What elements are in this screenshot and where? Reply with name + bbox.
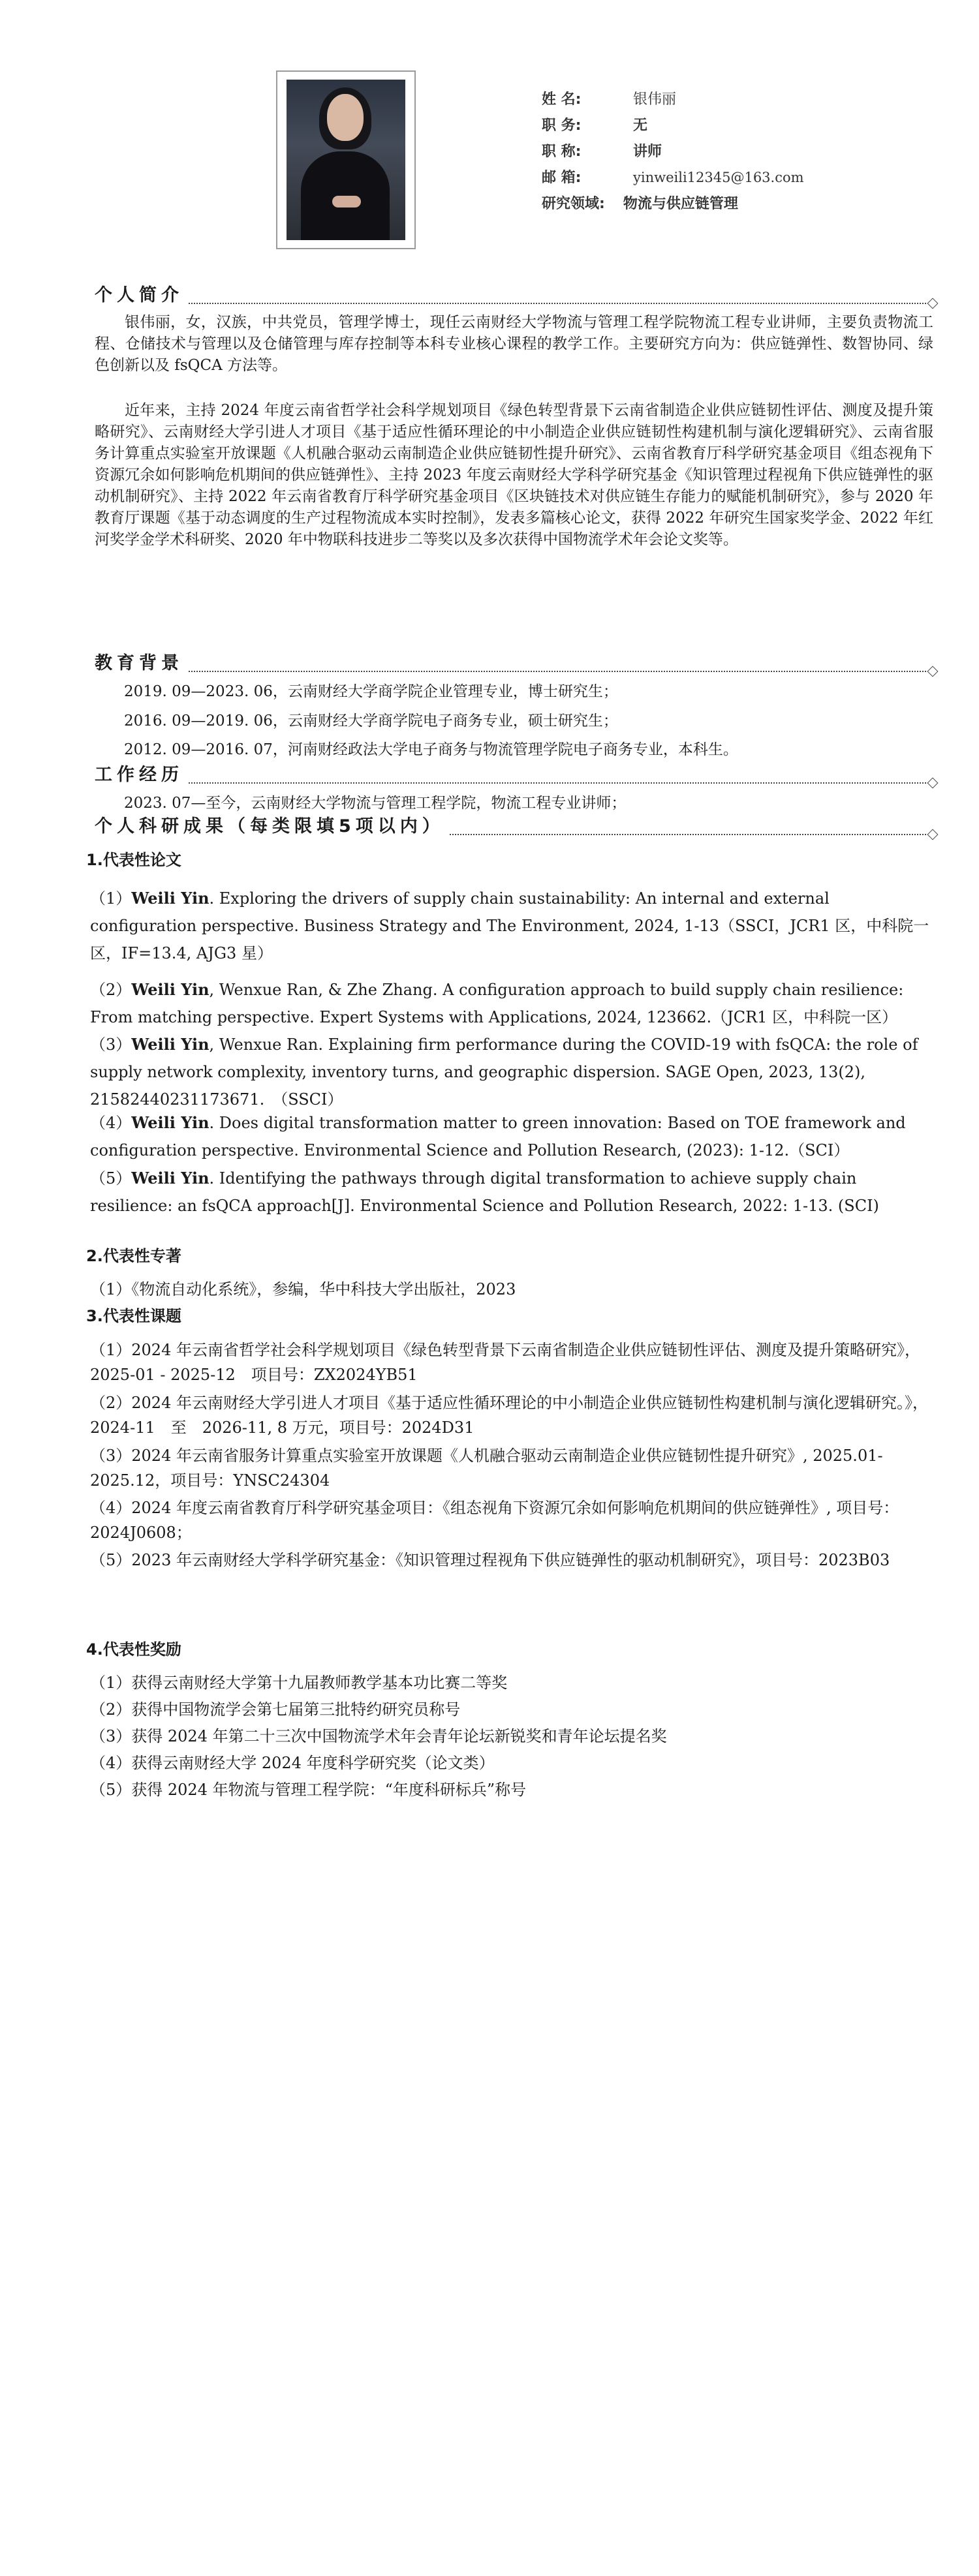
diamond-icon [927,298,939,309]
info-row-field [542,192,804,219]
papers-heading: 1.代表性论文 [86,851,181,869]
section-title: 个人科研成果（每类限填5项以内） [95,812,448,837]
divider-line [95,671,929,672]
book-item: （1）《物流自动化系统》，参编，华中科技大学出版社，2023 [90,1280,516,1298]
project-item: （5）2023 年云南财经大学科学研究基金：《知识管理过程视角下供应链弹性的驱动机制研究》，项目号：2023B03 [90,1551,890,1569]
award-item: （2）获得中国物流学会第七届第三批特约研究员称号 [90,1700,461,1719]
project-item: （2）2024 年云南财经大学引进人才项目《基于适应性循环理论的中小制造企业供应链韧性构建机制与演化逻辑研究。》， 2024-11 至 2026-11, 8 万元，项目号：2024D31 [90,1394,936,1437]
title-value: 讲师 [633,144,662,160]
position-value: 无 [633,117,648,134]
paper-item: （2）Weili Yin, Wenxue Ran, & Zhe Zhang. A configuration approach to build supply chain resilience: From matching perspective. Expert Systems with Applications, 2024, 123662.（JCR1 区，中科院一区） [90,980,904,1026]
award-item: （3）获得 2024 年第二十三次中国物流学术年会青年论坛新锐奖和青年论坛提名奖 [90,1727,667,1745]
divider-line [95,782,929,784]
title-label: 职 称: [542,144,582,160]
section-header-intro [95,286,937,308]
section-title: 工作经历 [95,760,187,786]
name-label: 姓 名: [542,91,582,108]
paper-item: （1）Weili Yin. Exploring the drivers of supply chain sustainability: An internal and external configuration perspective. Business Strategy and The Environment, 2024, 1-13（SSCI，JCR1 区，中科院一区，IF=13.4, AJG3 星） [90,889,929,962]
section-header-work [95,765,937,788]
info-row-position [542,114,804,140]
work-item: 2023. 07—至今，云南财经大学物流与管理工程学院，物流工程专业讲师； [124,795,627,812]
education-item: 2019. 09—2023. 06，云南财经大学商学院企业管理专业，博士研究生； [124,683,618,700]
email-label: 邮 箱: [542,170,582,186]
diamond-icon [927,829,939,840]
project-item: （3）2024 年云南省服务计算重点实验室开放课题《人机融合驱动云南制造企业供应链韧性提升研究》, 2025.01-2025.12，项目号：YNSC24304 [90,1447,883,1490]
field-value: 物流与供应链管理 [623,196,738,212]
paper-item: （5）Weili Yin. Identifying the pathways through digital transformation to achieve supply chain resilience: an fsQCA approach[J]. Environmental Science and Pollution Research, 2022: 1-13. (SCI) [90,1169,879,1215]
field-label: 研究领域: [542,196,605,212]
info-row-title [542,140,804,166]
education-item: 2012. 09—2016. 07，河南财经政法大学电子商务与物流管理学院电子商务专业，本科生。 [124,741,738,758]
award-item: （1）获得云南财经大学第十九届教师教学基本功比赛二等奖 [90,1674,508,1692]
position-label: 职 务: [542,117,582,134]
divider-line [95,303,929,304]
profile-photo-frame [276,70,416,249]
name-value: 银伟丽 [633,91,677,108]
paper-item: （4）Weili Yin. Does digital transformation matter to green innovation: Based on TOE framework and configuration perspective. Environmental Science and Pollution Research, (2023): 1-12.（SCI） [90,1113,906,1159]
info-row-name [542,88,804,114]
email-value[interactable]: yinweili12345@163.com [633,170,804,185]
basic-info [542,88,804,219]
info-row-email [542,166,804,192]
section-title: 教育背景 [95,649,187,674]
intro-paragraph-2: 近年来，主持 2024 年度云南省哲学社会科学规划项目《绿色转型背景下云南省制造企业供应链韧性评估、测度及提升策略研究》、云南财经大学引进人才项目《基于适应性循环理论的中小制造企业供应链韧性构建机制与演化逻辑研究》、云南省服务计算重点实验室开放课题《人机融合驱动云南制造企业供应链韧性提升研究》、云南省教育厅科学研究基金项目《组态视角下资源冗余如何影响危机期间的供应链弹性》、主持 2023 年度云南财经大学科学研究基金《知识管理过程视角下供应链弹性的驱动机制研究》、主持 2022 年云南省教育厅科学研究基金项目《区块链技术对供应链生存能力的赋能机制研究》，参与 2020 年教育厅课题《基于动态调度的生产过程物流成本实时控制》，发表多篇核心论文，获得 2022 年研究生国家奖学金、2022 年红河奖学金学术科研奖、2020 年中物联科技进步二等奖以及多次获得中国物流学术年会论文奖等。 [95,402,933,548]
project-item: （4）2024 年度云南省教育厅科学研究基金项目：《组态视角下资源冗余如何影响危机期间的供应链弹性》, 项目号：2024J0608； [90,1499,899,1542]
section-title: 个人简介 [95,281,187,306]
diamond-icon [927,778,939,789]
education-item: 2016. 09—2019. 06，云南财经大学商学院电子商务专业，硕士研究生； [124,713,618,729]
awards-heading: 4.代表性奖励 [86,1640,181,1659]
award-item: （5）获得 2024 年物流与管理工程学院：“年度科研标兵”称号 [90,1781,527,1799]
award-item: （4）获得云南财经大学 2024 年度科学研究奖（论文类） [90,1754,495,1772]
paper-item: （3）Weili Yin, Wenxue Ran. Explaining firm performance during the COVID-19 with fsQCA: the role of supply network complexity, inventory turns, and geographic dispersion. SAGE Open, 2023, 13(2), 21582440231173671. （SSCI） [90,1035,918,1109]
books-heading: 2.代表性专著 [86,1247,181,1265]
project-item: （1）2024 年云南省哲学社会科学规划项目《绿色转型背景下云南省制造企业供应链韧性评估、测度及提升策略研究》， 2025-01 - 2025-12 项目号：ZX2024YB51 [90,1341,928,1384]
projects-heading: 3.代表性课题 [86,1307,181,1325]
section-header-research [95,817,937,839]
diamond-icon [927,666,939,677]
section-header-education [95,654,937,676]
intro-paragraph-1: 银伟丽，女，汉族，中共党员，管理学博士，现任云南财经大学物流与管理工程学院物流工程专业讲师，主要负责物流工程、仓储技术与管理以及仓储管理与库存控制等本科专业核心课程的教学工作。主要研究方向为：供应链弹性、数智协同、绿色创新以及 fsQCA 方法等。 [95,314,933,374]
profile-photo [287,80,405,240]
